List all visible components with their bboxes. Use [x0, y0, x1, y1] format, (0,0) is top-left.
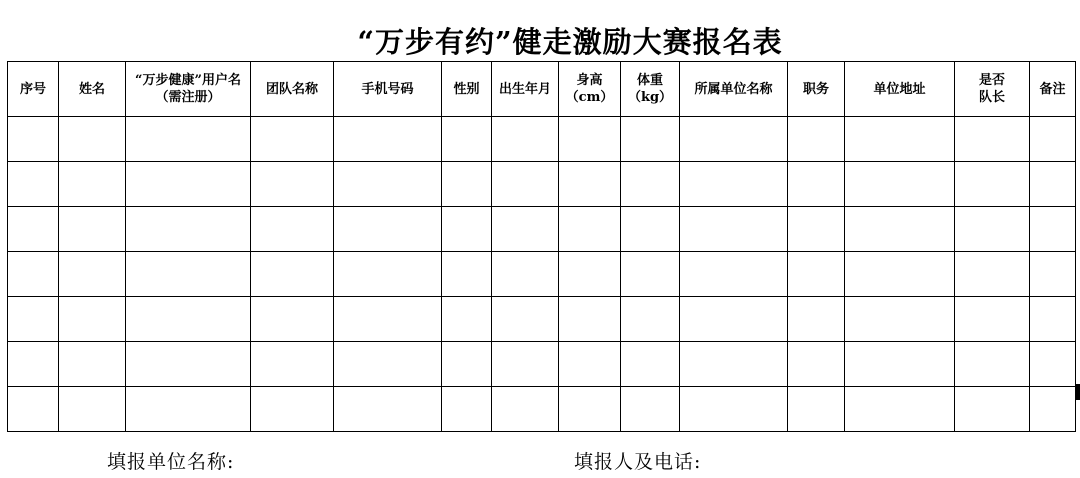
table-cell[interactable]: [442, 342, 492, 387]
table-cell[interactable]: [1030, 342, 1076, 387]
table-cell[interactable]: [126, 117, 251, 162]
column-header-line1: 团队名称: [265, 81, 318, 97]
table-cell[interactable]: [955, 387, 1030, 432]
table-cell[interactable]: [1030, 162, 1076, 207]
table-cell[interactable]: [492, 342, 559, 387]
registration-table: [7, 61, 1076, 432]
table-cell[interactable]: [442, 297, 492, 342]
table-cell[interactable]: [788, 297, 845, 342]
column-header: [251, 62, 334, 117]
table-cell[interactable]: [621, 162, 680, 207]
table-cell[interactable]: [955, 162, 1030, 207]
column-header: [680, 62, 788, 117]
table-cell[interactable]: [334, 342, 442, 387]
column-header-line1: 所属单位名称: [694, 81, 773, 97]
table-row: [8, 342, 1076, 387]
table-cell[interactable]: [955, 342, 1030, 387]
table-cell[interactable]: [8, 297, 59, 342]
table-cell[interactable]: [251, 207, 334, 252]
table-cell[interactable]: [1030, 117, 1076, 162]
table-cell[interactable]: [621, 387, 680, 432]
column-header-line1: 是否: [978, 73, 1005, 88]
table-cell[interactable]: [621, 252, 680, 297]
column-header: [442, 62, 492, 117]
table-cell[interactable]: [680, 342, 788, 387]
table-cell[interactable]: [845, 162, 955, 207]
table-cell[interactable]: [955, 207, 1030, 252]
table-cell[interactable]: [251, 387, 334, 432]
table-cell[interactable]: [955, 252, 1030, 297]
table-cell[interactable]: [845, 387, 955, 432]
table-cell[interactable]: [680, 252, 788, 297]
table-cell[interactable]: [1030, 297, 1076, 342]
column-header-line1: 职务: [802, 81, 829, 97]
column-header: [845, 62, 955, 117]
table-cell[interactable]: [126, 387, 251, 432]
table-row: [8, 297, 1076, 342]
table-cell[interactable]: [621, 297, 680, 342]
filling-unit-label: 填报单位名称:: [107, 451, 235, 473]
table-row: [8, 387, 1076, 432]
column-header-line1: 性别: [453, 81, 480, 97]
column-header: [788, 62, 845, 117]
table-cell[interactable]: [8, 387, 59, 432]
table-cell[interactable]: [59, 117, 126, 162]
table-cell[interactable]: [59, 207, 126, 252]
table-row: [8, 252, 1076, 297]
table-cell[interactable]: [680, 297, 788, 342]
header-row: [8, 62, 1076, 117]
table-cell[interactable]: [251, 342, 334, 387]
table-cell[interactable]: [680, 207, 788, 252]
column-header: [492, 62, 559, 117]
table-cell[interactable]: [8, 342, 59, 387]
column-header-line1: 出生年月: [498, 81, 551, 97]
table-row: [8, 162, 1076, 207]
column-header: [334, 62, 442, 117]
table-cell[interactable]: [442, 117, 492, 162]
table-cell[interactable]: [680, 117, 788, 162]
table-cell[interactable]: [442, 387, 492, 432]
table-cell[interactable]: [788, 117, 845, 162]
table-cell[interactable]: [8, 162, 59, 207]
table-cell[interactable]: [845, 342, 955, 387]
table-cell[interactable]: [492, 162, 559, 207]
table-cell[interactable]: [680, 162, 788, 207]
column-header-line1: “万步健康”用户名: [135, 73, 241, 88]
table-cell[interactable]: [442, 252, 492, 297]
table-cell[interactable]: [492, 207, 559, 252]
table-cell[interactable]: [1030, 207, 1076, 252]
table-cell[interactable]: [59, 387, 126, 432]
column-header-line1: 手机号码: [361, 81, 414, 97]
table-cell[interactable]: [334, 117, 442, 162]
table-cell[interactable]: [334, 387, 442, 432]
table-cell[interactable]: [788, 252, 845, 297]
table-cell[interactable]: [126, 252, 251, 297]
table-cell[interactable]: [251, 117, 334, 162]
column-header-line1: 备注: [1039, 81, 1066, 97]
table-cell[interactable]: [1030, 252, 1076, 297]
table-cell[interactable]: [492, 297, 559, 342]
table-cell[interactable]: [559, 162, 621, 207]
table-cell[interactable]: [788, 387, 845, 432]
table-cell[interactable]: [845, 252, 955, 297]
table-cell[interactable]: [492, 252, 559, 297]
table-cell[interactable]: [442, 162, 492, 207]
column-header: [1030, 62, 1076, 117]
table-cell[interactable]: [59, 342, 126, 387]
table-cell[interactable]: [8, 252, 59, 297]
table-cell[interactable]: [621, 117, 680, 162]
table-cell[interactable]: [559, 342, 621, 387]
table-cell[interactable]: [788, 162, 845, 207]
table-cell[interactable]: [559, 297, 621, 342]
column-header: [59, 62, 126, 117]
table-cell[interactable]: [788, 207, 845, 252]
table-cell[interactable]: [59, 297, 126, 342]
table-row: [8, 207, 1076, 252]
table-cell[interactable]: [126, 207, 251, 252]
table-cell[interactable]: [492, 117, 559, 162]
column-header-line1: 序号: [19, 81, 46, 97]
table-cell[interactable]: [251, 252, 334, 297]
table-cell[interactable]: [8, 117, 59, 162]
table-cell[interactable]: [59, 162, 126, 207]
column-header-line2: （cm）: [565, 90, 614, 105]
table-cell[interactable]: [1030, 387, 1076, 432]
table-cell[interactable]: [126, 342, 251, 387]
table-cell[interactable]: [334, 162, 442, 207]
column-header: [621, 62, 680, 117]
table-cell[interactable]: [955, 297, 1030, 342]
table-cell[interactable]: [955, 117, 1030, 162]
table-cell[interactable]: [621, 207, 680, 252]
table-cell[interactable]: [334, 207, 442, 252]
column-header: [8, 62, 59, 117]
edge-mark: [1076, 384, 1080, 400]
table-cell[interactable]: [126, 162, 251, 207]
table-cell[interactable]: [559, 207, 621, 252]
table-cell[interactable]: [559, 117, 621, 162]
table-cell[interactable]: [442, 207, 492, 252]
table-cell[interactable]: [334, 297, 442, 342]
filler-contact-label: 填报人及电话:: [574, 451, 702, 473]
column-header: [126, 62, 251, 117]
table-cell[interactable]: [334, 252, 442, 297]
table-row: [8, 117, 1076, 162]
column-header-line1: 身高: [576, 73, 603, 88]
table-cell[interactable]: [126, 297, 251, 342]
table-cell[interactable]: [845, 117, 955, 162]
column-header: [559, 62, 621, 117]
column-header-line2: （kg）: [627, 90, 673, 105]
table-cell[interactable]: [845, 297, 955, 342]
column-header-line1: 单位地址: [873, 81, 926, 97]
table-cell[interactable]: [59, 252, 126, 297]
table-cell[interactable]: [621, 342, 680, 387]
column-header-line2: （需注册）: [155, 90, 221, 105]
column-header-line1: 体重: [636, 73, 663, 88]
column-header-line1: 姓名: [78, 81, 105, 97]
table-cell[interactable]: [559, 252, 621, 297]
table-cell[interactable]: [8, 207, 59, 252]
table-cell[interactable]: [251, 297, 334, 342]
table-cell[interactable]: [680, 387, 788, 432]
table-cell[interactable]: [845, 207, 955, 252]
table-cell[interactable]: [492, 387, 559, 432]
table-cell[interactable]: [251, 162, 334, 207]
table-cell[interactable]: [559, 387, 621, 432]
column-header-line2: 队长: [978, 90, 1005, 105]
form-title: “万步有约”健走激励大赛报名表: [357, 25, 783, 59]
table-cell[interactable]: [788, 342, 845, 387]
column-header: [955, 62, 1030, 117]
